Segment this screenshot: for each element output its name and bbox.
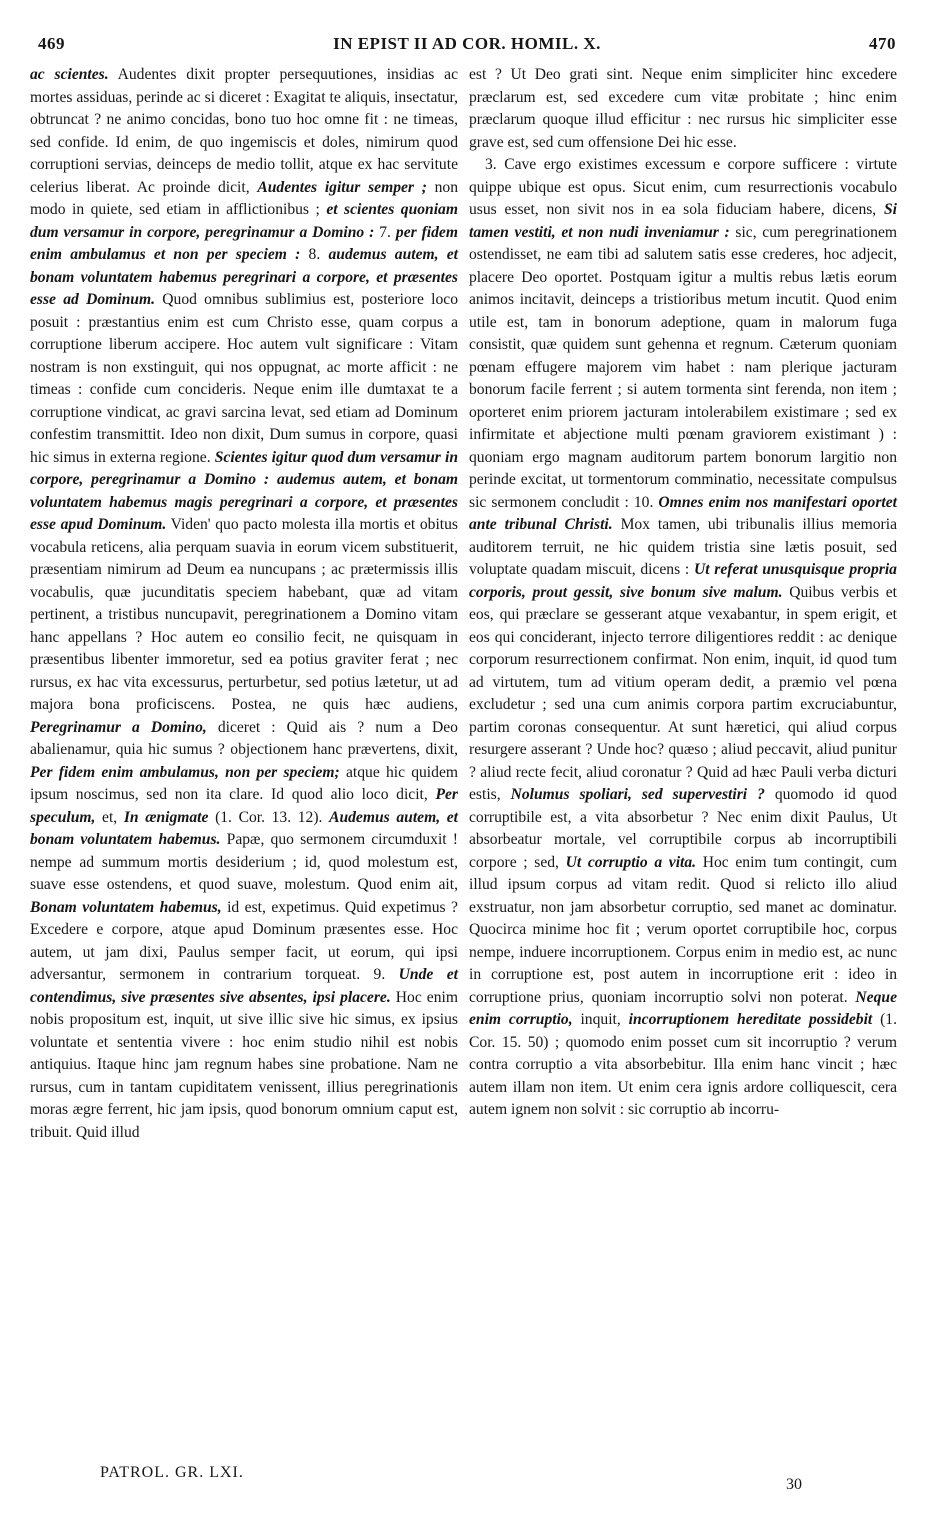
signature-number: 30 xyxy=(786,1476,802,1493)
text-run: diceret : Quid ais ? num a Deo abalienamur, quia hic sumus ? objectionem hanc prævertens, dixit, xyxy=(30,718,458,758)
text-run: quomodo id quod corruptibile est, a vita absorbetur ? Nec enim dixit Paulus, Ut absorbeatur mortale, vel corruptibile corpus ab incorruptibili corpore ; sed, xyxy=(469,786,897,871)
scripture-quote: Per speculum, xyxy=(30,786,458,826)
scripture-quote: Omnes enim nos manifestari oportet ante tribunal Christi. xyxy=(469,493,897,533)
text-run: sic, cum peregrinationem ostendisset, ne eam tibi ad salutem satis esse crederes, hoc adjecit, placere Deo oportet. Postquam igitur a multis rebus lætis eorum animos incitavit, deinceps a tristioribus metum incutit. Quod enim utile est, tam in bonorum adeptione, quam in malorum fuga consistit, quæ quidem sunt gehenna et regnum. Cæterum quoniam pœnam effugere majorem vim habet : nam plerique jacturam bonorum facile ferrent ; si autem tormenta sint ferenda, non item ; oporteret enim priorem jacturam intolerabilem existimare ; sed ex infirmitate et abjectione multi pœnam graviorem existimant ) : quoniam ergo magnam auditorum partem bonorum largitio non perinde excitat, ut tormentorum comminatio, necessitate compulsus sic sermonem concludit : 10. xyxy=(469,223,897,511)
running-header xyxy=(38,34,896,58)
page-number-right: 470 xyxy=(869,34,896,53)
text-run: Quibus verbis et eos, qui præclare se gesserant atque vexabantur, in spem erigit, et eos qui conciderant, injecto terrore diligentiores reddit : ac denique corporum resurrectionem confirmat. Non enim, inquit, id quod tum ad virtutem, tum ad vitium operam dedit, a præmio vel pœna excludetur ; sed una cum animis corpora partim excruciabuntur, partim coronas consequentur. At sunt hæretici, qui aliud corpus resurgere asserant ? Unde hoc? quæso ; aliud peccavit, aliud punitur ? aliud recte fecit, aliud coronatur ? Quid ad hæc Pauli verba dicturi estis, xyxy=(469,583,897,803)
text-run: est ? Ut Deo grati sint. Neque enim simpliciter hinc excedere præclarum est, sed excedere cum vitæ probitate ; hinc enim præclarum quoque illud efficitur : nec rursus hic simpliciter esse grave est, sed cum offensione Dei hic esse. xyxy=(469,66,897,151)
scripture-quote: Nolumus spoliari, sed supervestiri ? xyxy=(510,786,765,803)
text-run: Mox tamen, ubi tribunalis illius memoria auditorem terruit, ne hic quidem tristia sine lætis posuit, sed voluptate quadam miscuit, dicens : xyxy=(469,516,897,578)
paragraph xyxy=(469,64,897,154)
scripture-quote: per fidem enim ambulamus et non per speciem : xyxy=(30,223,458,263)
text-run: id est, expetimus. Quid expetimus ? Excedere e corpore, atque apud Dominum præsentes esse. Hoc autem, ut jam dixi, Paulus semper facit, ut eorum, qui ipsi adversantur, sermonem in contrarium torqueat. 9. xyxy=(30,898,458,983)
scripture-quote: In ænigmate xyxy=(123,808,209,826)
scripture-quote: Audemus autem, et bonam voluntatem habemus. xyxy=(30,808,458,848)
scripture-quote: incorruptionem hereditate possidebit xyxy=(628,1011,873,1028)
scripture-quote: Scientes igitur quod dum versamur in corpore, peregrinamur a Domino : audemus autem, et bonam voluntatem habemus magis peregrinari a corpore, et præsentes esse apud Dominum. xyxy=(30,448,459,533)
paragraph xyxy=(469,154,897,1122)
scripture-quote: audemus autem, et bonam voluntatem habemus peregrinari a corpore, et præsentes esse ad Dominum. xyxy=(30,246,459,308)
paragraph xyxy=(30,64,458,1144)
text-run: inquit, xyxy=(572,1011,629,1028)
scripture-quote: Neque enim corruptio, xyxy=(469,988,897,1028)
right-text-column xyxy=(469,64,897,1122)
text-run: non modo in quiete, sed etiam in afflictionibus ; xyxy=(30,178,459,218)
text-run: Hoc enim tum contingit, cum illud ipsum corpus ad vitam redit. Quod si relicto illo aliud exstruatur, non jam absorbetur corruptio, sed manet ac dominatur. Quocirca minime hoc fit ; verum oportet corruptibile hoc, corpus nempe, induere incorruptionem. Corpus enim in medio est, ac nunc in corruptione est, post autem in incorruptione erit : ideo in corruptione prius, quoniam incorruptio solvi non poterat. xyxy=(469,853,897,1006)
text-run: Hoc enim nobis propositum est, inquit, ut sive illic sive hic simus, ex ipsius voluntate et sententia vivere : hoc enim studio nihil est nobis antiquius. Itaque hinc jam regnum habes sine probatione. Nam ne rursus, cum in tantam cupiditatem venissent, illius peregrinationis moras ægre ferrent, hic jam ipsis, quod bonorum omnium caput est, tribuit. Quid illud xyxy=(30,988,458,1141)
text-run: Audentes dixit propter persequutiones, insidias ac mortes assiduas, perinde ac si diceret : Exagitat te aliquis, insectatur, obtruncat ? ne animo concidas, bono tuo hoc omne fit : ne timeas, sed confide. Id enim, de quo ingemiscis et doles, nimirum quod corruptioni servias, deinceps de medio tollit, atque ex hac servitute celerius liberat. Ac proinde dicit, xyxy=(30,66,458,196)
text-run: Papæ, quo sermonem circumduxit ! nempe ad summum mortis desiderium ; id, quod molestum est, suave esse ostendens, et quod suave, molestum. Quod enim ait, xyxy=(30,831,458,893)
scripture-quote: Audentes igitur semper ; xyxy=(257,178,427,196)
text-run: 3. Cave ergo existimes excessum e corpore sufficere : virtute quippe ubique est opus. Sicut enim, cum resurrectionis vocabulo usus esset, non sivit nos in ea sola fiduciam habere, dicens, xyxy=(469,156,897,218)
scripture-quote: Si tamen vestiti, et non nudi inveniamur : xyxy=(469,201,897,241)
text-run: (1. Cor. 15. 50) ; quomodo enim posset cum sit incorruptio ? verum contra corruptio a vita absorbebitur. Illa enim hanc vincit ; hæc autem illam non item. Ut enim cera ignis ardore colliquescit, cera autem ignem non solvit : sic corruptio ab incorru- xyxy=(469,1011,897,1118)
signature-line: PATROL. GR. LXI. xyxy=(100,1464,244,1481)
text-run: 7. xyxy=(374,223,396,241)
running-title: IN EPIST II AD COR. HOMIL. X. xyxy=(333,34,601,53)
scripture-quote: Bonam voluntatem habemus, xyxy=(30,898,222,916)
text-run: atque hic quidem ipsum noscimus, sed non ita clare. Id quod alio loco dicit, xyxy=(30,763,458,803)
scripture-quote: Ut corruptio a vita. xyxy=(565,853,697,871)
text-run: (1. Cor. 13. 12). xyxy=(208,808,330,826)
text-run: et, xyxy=(95,808,124,826)
scripture-quote: ac scientes. xyxy=(30,66,109,83)
left-text-column xyxy=(30,64,458,1144)
text-run: Viden' quo pacto molesta illa mortis et obitus vocabula reticens, alia perquam suavia in eorum vicem substituerit, præsentiam nimirum ad Deum ea nuncupans ; ac prætermissis illis vocabulis, quæ jucunditatis speciem habebant, quæ ad vitam pertinent, a tristibus nuncupavit, peregrinationem a Domino vitam hanc appellans ? Hoc autem eo consilio fecit, ne quisquam in præsentibus libenter immoretur, sed ea potius graviter ferat ; nec rursus, ex hac vita excessurus, perturbetur, sed potius lætetur, ut ad majora bona proficiscens. Postea, ne quis hæc audiens, xyxy=(30,516,458,713)
text-run: 8. xyxy=(300,246,329,263)
scripture-quote: Ut referat unusquisque propria corporis, prout gessit, sive bonum sive malum. xyxy=(469,561,897,601)
scripture-quote: Per fidem enim ambulamus, non per speciem; xyxy=(30,763,340,781)
scripture-quote: et scientes quoniam dum versamur in corpore, peregrinamur a Domino : xyxy=(30,201,458,241)
scripture-quote: Unde et contendimus, sive præsentes sive absentes, ipsi placere. xyxy=(30,966,458,1006)
page-number-left: 469 xyxy=(38,34,65,53)
text-run: Quod omnibus sublimius est, posteriore loco posuit : præstantius enim est cum Christo esse, quam corpus a corruptione liberum accipere. Hoc autem vult significare : Vitam nostram is non exstinguit, qui nos oppugnat, ac morte afficit : ne timeas : confide cum concideris. Neque enim ille dumtaxat te a corruptione vindicat, ac gravi sarcina levat, sed etiam ad Dominum confestim transmittit. Ideo non dixit, Dum sumus in corpore, quasi hic simus in externa regione. xyxy=(30,291,459,466)
scripture-quote: Peregrinamur a Domino, xyxy=(30,718,207,736)
